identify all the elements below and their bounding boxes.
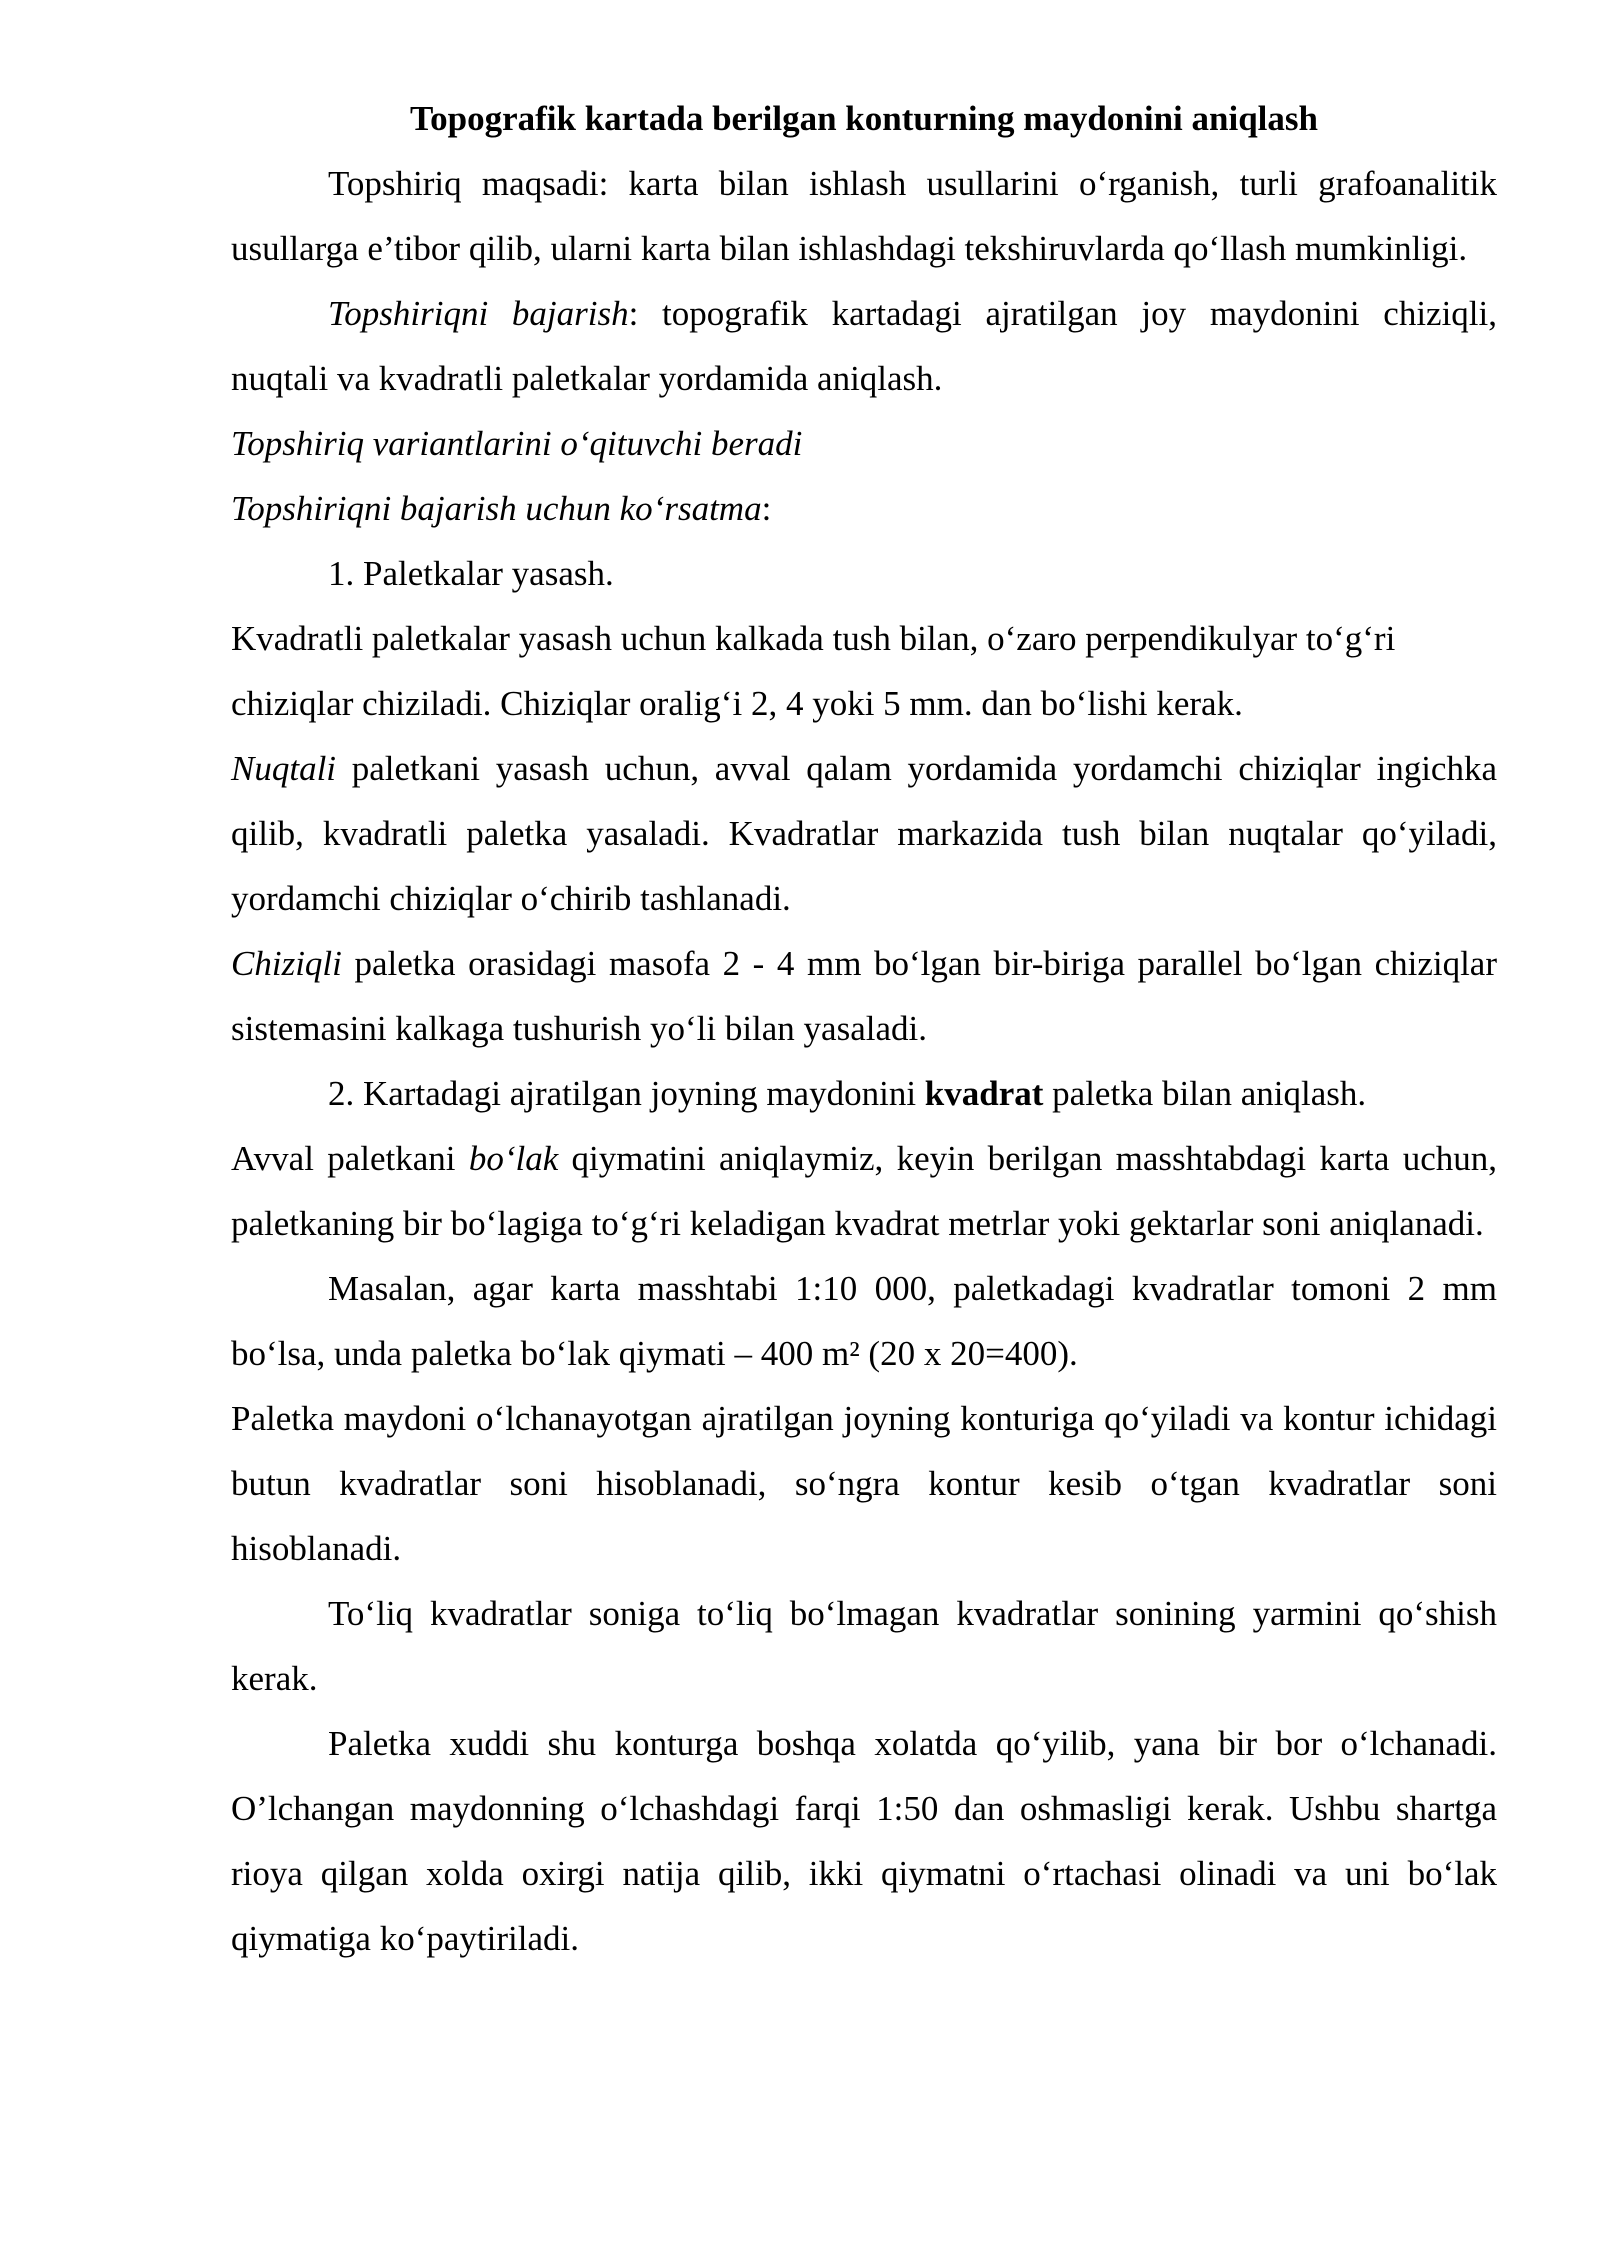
instructions-label: Topshiriqni bajarish uchun ko‘rsatma (231, 489, 762, 528)
paragraph-counting: Paletka maydoni o‘lchanayotgan ajratilgan joyning konturiga qo‘yiladi va kontur ichidagi butun kvadratlar soni hisoblanadi, so‘ngra kontur kesib o‘tgan kvadratlar soni hisoblanadi. (231, 1399, 1497, 1568)
unit-value-end: qiymatini aniqlaymiz, keyin berilgan masshtabdagi karta uchun, paletkaning bir bo‘lagiga to‘g‘ri keladigan kvadrat metrlar yoki gektarlar soni aniqlanadi. (231, 1139, 1497, 1243)
document-body (231, 86, 1497, 1971)
step-2-bold-word: kvadrat (924, 1074, 1044, 1113)
paragraph-half-squares: To‘liq kvadratlar soniga to‘liq bo‘lmagan kvadratlar sonining yarmini qo‘shish kerak. (231, 1594, 1497, 1698)
paragraph-dot-palette (231, 736, 1497, 931)
line-palette-label: Chiziqli (231, 944, 342, 983)
step-1-heading: 1. Paletkalar yasash. (328, 554, 614, 593)
document-title: Topografik kartada berilgan konturning maydonini aniqlash (409, 99, 1318, 138)
instructions-colon: : (761, 489, 772, 528)
line-palette-text: paletka orasidagi masofa 2 - 4 mm bo‘lgan bir-biriga parallel bo‘lgan chiziqlar sistemasini kalkaga tushurish yo‘li bilan yasaladi. (231, 944, 1497, 1048)
unit-value-start: Avval paletkani (231, 1139, 469, 1178)
paragraph-unit-value (231, 1126, 1497, 1256)
paragraph-objective: Topshiriq maqsadi: karta bilan ishlash usullarini o‘rganish, turli grafoanalitik usullarga e’tibor qilib, ularni karta bilan ishlashdagi tekshiruvlarda qo‘llash mumkinligi. (231, 164, 1497, 268)
step-2-text-end: paletka bilan aniqlash. (1043, 1074, 1367, 1113)
unit-value-italic: bo‘lak (468, 1139, 559, 1178)
paragraph-instructions-heading (231, 476, 1497, 541)
dot-palette-label: Nuqtali (231, 749, 337, 788)
paragraph-variants (231, 411, 1497, 476)
paragraph-repeat-measure: Paletka xuddi shu konturga boshqa xolatda qo‘yilib, yana bir bor o‘lchanadi. O’lchangan maydonning o‘lchashdagi farqi 1:50 dan oshmasligi kerak. Ushbu shartga rioya qilgan xolda oxirgi natija qilib, ikki qiymatni o‘rtachasi olinadi va uni bo‘lak qiymatiga ko‘paytiriladi. (231, 1724, 1497, 1958)
paragraph-example: Masalan, agar karta masshtabi 1:10 000, paletkadagi kvadratlar tomoni 2 mm bo‘lsa, unda paletka bo‘lak qiymati – 400 m² (20 x 20=400). (231, 1269, 1497, 1373)
paragraph-line-palette (231, 931, 1497, 1061)
paragraph-square-palette: Kvadratli paletkalar yasash uchun kalkada tush bilan, o‘zaro perpendikulyar to‘g‘ri chiziqlar chiziladi. Chiziqlar oralig‘i 2, 4 yoki 5 mm. dan bo‘lishi kerak. (231, 619, 1396, 723)
variants-text: Topshiriq variantlarini o‘qituvchi beradi (231, 424, 803, 463)
task-label: Topshiriqni bajarish (328, 294, 629, 333)
step-2-heading (231, 1061, 1497, 1126)
paragraph-task (231, 281, 1497, 411)
dot-palette-text: paletkani yasash uchun, avval qalam yordamida yordamchi chiziqlar ingichka qilib, kvadratli paletka yasaladi. Kvadratlar markazida tush bilan nuqtalar qo‘yiladi, yordamchi chiziqlar o‘chirib tashlanadi. (231, 749, 1497, 918)
step-2-text-start: 2. Kartadagi ajratilgan joyning maydonini (328, 1074, 925, 1113)
task-text: : topografik kartadagi ajratilgan joy maydonini chiziqli, nuqtali va kvadratli paletkalar yordamida aniqlash. (231, 294, 1498, 398)
